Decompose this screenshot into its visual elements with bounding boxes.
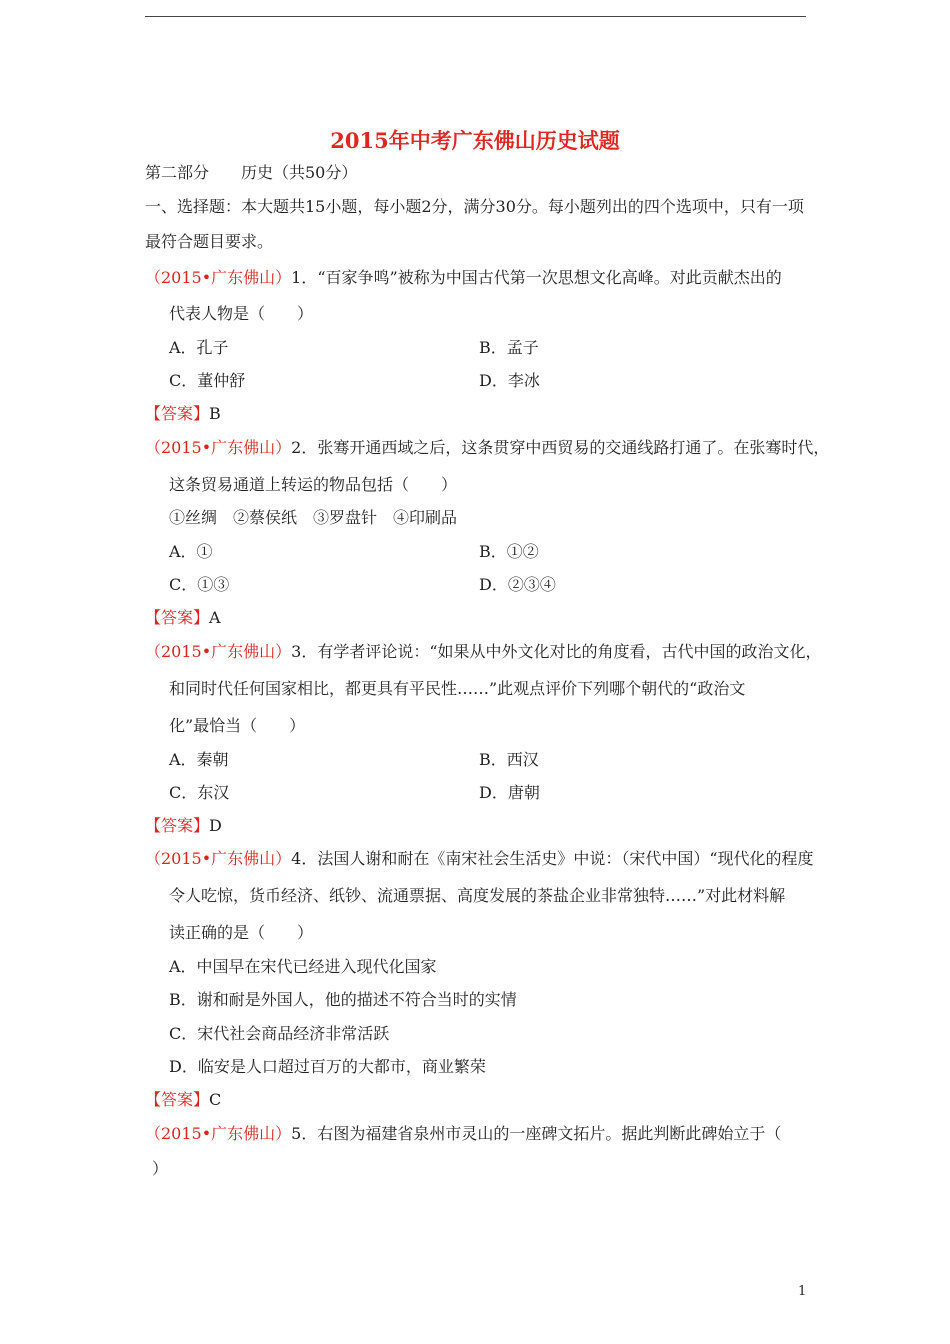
question-4-line-3: 读正确的是（ ） [169, 923, 314, 942]
q2-option-b: B．①② [479, 542, 539, 561]
q3-option-d: D．唐朝 [479, 783, 540, 802]
q1-option-b: B．孟子 [479, 338, 539, 357]
answer-value: A [209, 608, 221, 627]
question-source: （2015•广东佛山） [145, 642, 292, 661]
question-5-line-2: ） [152, 1159, 169, 1178]
question-2 [145, 438, 829, 458]
question-source: （2015•广东佛山） [145, 1124, 292, 1143]
question-1-line-2: 代表人物是（ ） [169, 304, 314, 323]
q4-option-c: C．宋代社会商品经济非常活跃 [169, 1024, 390, 1043]
instructions-line-2: 最符合题目要求。 [145, 232, 274, 251]
question-5 [145, 1124, 781, 1144]
answer-value: B [209, 404, 221, 423]
q3-answer [145, 816, 222, 836]
instructions-line-1: 一、选择题：本大题共15小题，每小题2分，满分30分。每小题列出的四个选项中，只有一项 [145, 197, 804, 216]
question-3 [145, 642, 822, 662]
q1-option-d: D．李冰 [479, 371, 540, 390]
question-stem: 4．法国人谢和耐在《南宋社会生活史》中说：（宋代中国）“现代化的程度 [291, 849, 814, 868]
question-4-line-2: 令人吃惊，货币经济、纸钞、流通票据、高度发展的茶盐企业非常独特……”对此材料解 [169, 886, 786, 905]
q4-answer [145, 1090, 221, 1110]
q1-option-c: C．董仲舒 [169, 371, 246, 390]
question-3-line-3: 化”最恰当（ ） [169, 716, 306, 735]
answer-label: 【答案】 [145, 1090, 210, 1109]
q2-option-a: A．① [169, 542, 213, 561]
question-stem: 3．有学者评论说：“如果从中外文化对比的角度看，古代中国的政治文化， [291, 642, 822, 661]
q3-option-c: C．东汉 [169, 783, 230, 802]
q4-option-d: D．临安是人口超过百万的大都市，商业繁荣 [169, 1057, 486, 1076]
answer-value: D [209, 816, 222, 835]
question-source: （2015•广东佛山） [145, 438, 292, 457]
page-title: 2015年中考广东佛山历史试题 [330, 128, 620, 153]
header-rule [145, 16, 806, 17]
question-2-line-2: 这条贸易通道上转运的物品包括（ ） [169, 475, 458, 494]
q3-option-b: B．西汉 [479, 750, 539, 769]
question-source: （2015•广东佛山） [145, 268, 292, 287]
question-source: （2015•广东佛山） [145, 849, 292, 868]
question-stem: 2．张骞开通西域之后，这条贯穿中西贸易的交通线路打通了。在张骞时代， [291, 438, 830, 457]
question-4 [145, 849, 814, 869]
q1-option-a: A．孔子 [169, 338, 229, 357]
question-2-items: ①丝绸 ②蔡侯纸 ③罗盘针 ④印刷品 [169, 508, 458, 527]
page-number: 1 [798, 1284, 807, 1299]
q3-option-a: A．秦朝 [169, 750, 229, 769]
part-heading: 第二部分 历史（共50分） [145, 163, 358, 182]
q2-answer [145, 608, 221, 628]
q4-option-b: B．谢和耐是外国人，他的描述不符合当时的实情 [169, 990, 517, 1009]
answer-label: 【答案】 [145, 608, 210, 627]
q2-option-d: D．②③④ [479, 575, 556, 594]
answer-label: 【答案】 [145, 404, 210, 423]
question-1 [145, 268, 782, 288]
question-stem: 1．“百家争鸣”被称为中国古代第一次思想文化高峰。对此贡献杰出的 [291, 268, 782, 287]
q1-answer [145, 404, 221, 424]
question-3-line-2: 和同时代任何国家相比，都更具有平民性……”此观点评价下列哪个朝代的“政治文 [169, 679, 746, 698]
question-stem: 5．右图为福建省泉州市灵山的一座碑文拓片。据此判断此碑始立于（ [291, 1124, 782, 1143]
q2-option-c: C．①③ [169, 575, 230, 594]
answer-label: 【答案】 [145, 816, 210, 835]
q4-option-a: A．中国早在宋代已经进入现代化国家 [169, 957, 437, 976]
answer-value: C [209, 1090, 222, 1109]
